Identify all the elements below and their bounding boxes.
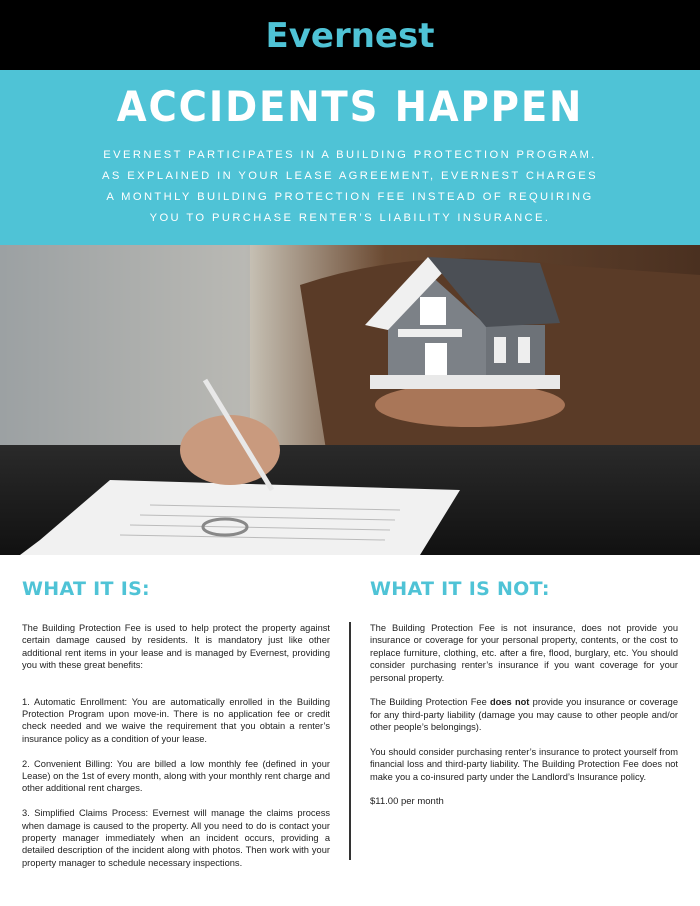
what-it-is-not-section bbox=[370, 578, 678, 807]
what-it-is-not-heading: WHAT IT IS NOT: bbox=[370, 578, 550, 600]
benefit-item: 2. Convenient Billing: You are billed a low monthly fee (defined in your Lease) on the 1st of every month, along with your monthly rent charge and other additional rent charges. bbox=[22, 758, 330, 794]
benefit-item: 3. Simplified Claims Process: Evernest will manage the claims process when damage is caused to the property. All you need to do is contact your property manager immediately when an incident occurs, providing a detailed description of the incident along with photos. Then work with your property manager to schedule necessary inspections. bbox=[22, 808, 330, 868]
no-liability-paragraph bbox=[370, 696, 678, 733]
benefit-item: 1. Automatic Enrollment: You are automatically enrolled in the Building Protection Program upon move-in. There is no application fee or credit check needed and we waive the requirement that you obtain a renter’s insurance policy as a condition of your lease. bbox=[22, 696, 330, 744]
hero-title: ACCIDENTS HAPPEN bbox=[116, 82, 584, 131]
emphasis-text: does not bbox=[490, 697, 530, 708]
hero-subtitle: EVERNEST PARTICIPATES IN A BUILDING PROTECTION PROGRAM. AS EXPLAINED IN YOUR LEASE AGREEMENT, EVERNEST CHARGES A MONTHLY BUILDING PROTECTION FEE INSTEAD OF REQUIRING YOU TO PURCHASE RENTER’S LIABILITY INSURANCE. bbox=[102, 149, 598, 224]
renters-insurance-paragraph: You should consider purchasing renter’s insurance to protect yourself from financial loss and third-party liability. The Building Protection Fee does not make you a co-insured party under the Landlord’s Insurance policy. bbox=[370, 747, 678, 782]
monthly-fee: $11.00 per month bbox=[370, 795, 444, 807]
column-divider bbox=[349, 622, 351, 860]
header-bar bbox=[0, 0, 700, 70]
not-insurance-paragraph: The Building Protection Fee is not insurance, does not provide you insurance or coverage for your personal property, contents, or the cost to replace furniture, clothing, etc. after a fire, flood, burglary, etc. You should consider purchasing renter’s insurance if you want coverage for your personal property. bbox=[370, 623, 678, 683]
what-it-is-intro: The Building Protection Fee is used to help protect the property against certain damage caused by residents. It is mandatory just like other additional rent items in your lease and is managed by Evernest, providing you with these great benefits: bbox=[22, 623, 330, 671]
hero-banner bbox=[0, 70, 700, 245]
evernest-logo: Evernest bbox=[265, 16, 435, 56]
text: The Building Protection Fee bbox=[370, 697, 490, 708]
text: provide you insurance or coverage for any third-party liability (damage you may cause to other people and/or other people’s belongings). bbox=[370, 697, 678, 733]
what-it-is-heading: WHAT IT IS: bbox=[22, 578, 150, 600]
hero-photo-house-model bbox=[0, 245, 700, 555]
what-it-is-section bbox=[22, 578, 330, 882]
